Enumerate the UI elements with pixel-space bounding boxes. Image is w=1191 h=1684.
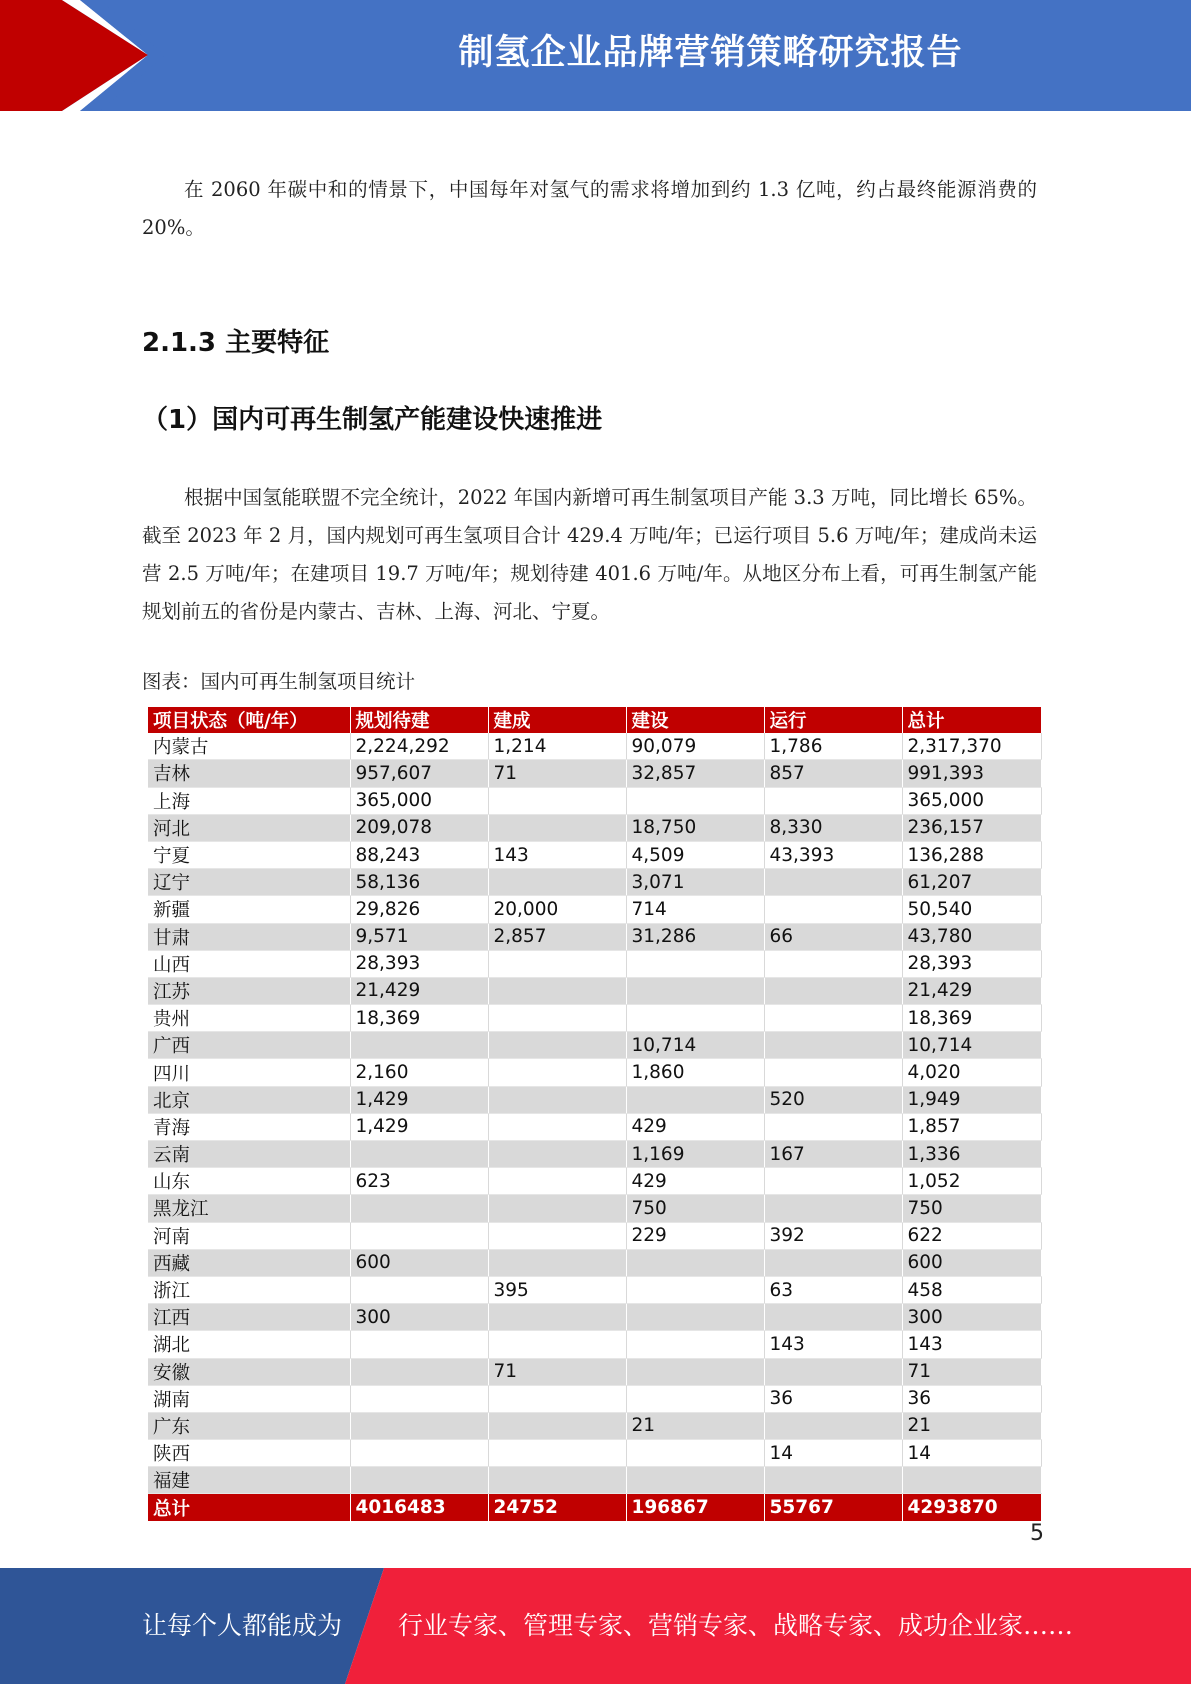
value-cell: 622 [902,1222,1041,1249]
value-cell: 1,214 [488,733,626,760]
value-cell [488,1249,626,1276]
value-cell [626,787,764,814]
value-cell: 29,826 [350,896,488,923]
province-cell: 广东 [148,1412,350,1439]
value-cell: 623 [350,1168,488,1195]
value-cell [626,1086,764,1113]
province-cell: 宁夏 [148,841,350,868]
value-cell: 2,857 [488,923,626,950]
footer-slogan-left: 让每个人都能成为 [142,1611,343,1640]
value-cell [350,1032,488,1059]
value-cell [764,1032,902,1059]
province-cell: 吉林 [148,760,350,787]
value-cell: 43,393 [764,841,902,868]
province-cell: 新疆 [148,896,350,923]
value-cell: 392 [764,1222,902,1249]
value-cell: 3,071 [626,869,764,896]
value-cell: 1,429 [350,1086,488,1113]
table-row [148,1385,1041,1412]
value-cell: 1,949 [902,1086,1041,1113]
value-cell: 18,369 [350,1005,488,1032]
value-cell: 1,786 [764,733,902,760]
value-cell [626,977,764,1004]
table-row [148,1005,1041,1032]
province-cell: 青海 [148,1113,350,1140]
table-row [148,1141,1041,1168]
header-cell: 建设 [626,707,764,733]
value-cell [626,1276,764,1303]
page-header [0,0,1191,111]
value-cell: 2,317,370 [902,733,1041,760]
table-row [148,1440,1041,1467]
value-cell [764,950,902,977]
value-cell: 58,136 [350,869,488,896]
table-row [148,814,1041,841]
value-cell: 167 [764,1141,902,1168]
value-cell: 8,330 [764,814,902,841]
table-row [148,896,1041,923]
value-cell [764,787,902,814]
value-cell: 90,079 [626,733,764,760]
province-cell: 西藏 [148,1249,350,1276]
value-cell: 50,540 [902,896,1041,923]
table-row [148,1222,1041,1249]
total-cell: 55767 [764,1494,902,1521]
province-cell: 山西 [148,950,350,977]
table-row [148,977,1041,1004]
header-cell: 运行 [764,707,902,733]
table-row [148,1412,1041,1439]
body-paragraph: 根据中国氢能联盟不完全统计，2022 年国内新增可再生制氢项目产能 3.3 万吨，同比增长 65%。截至 2023 年 2 月，国内规划可再生氢项目合计 429.4 万吨/年；已运行项目 5.6 万吨/年；建成尚未运营 2.5 万吨/年；在建项目 19.7 万吨/年；规划待建 401.6 万吨/年。从地区分布上看，可再生制氢产能规划前五的省份是内蒙古、吉林、上海、河北、宁夏。 [142,486,1037,623]
value-cell [902,1467,1041,1494]
value-cell: 4,509 [626,841,764,868]
value-cell [626,1304,764,1331]
value-cell: 21,429 [902,977,1041,1004]
value-cell: 365,000 [902,787,1041,814]
province-cell: 云南 [148,1141,350,1168]
value-cell: 21,429 [350,977,488,1004]
province-cell: 江西 [148,1304,350,1331]
value-cell [350,1141,488,1168]
value-cell: 1,336 [902,1141,1041,1168]
value-cell [350,1222,488,1249]
province-cell: 上海 [148,787,350,814]
value-cell: 991,393 [902,760,1041,787]
value-cell: 429 [626,1113,764,1140]
value-cell: 143 [902,1331,1041,1358]
province-cell: 河南 [148,1222,350,1249]
value-cell [764,1304,902,1331]
value-cell: 143 [764,1331,902,1358]
value-cell: 300 [350,1304,488,1331]
value-cell: 1,429 [350,1113,488,1140]
value-cell [764,896,902,923]
table-row [148,1276,1041,1303]
hydrogen-project-table [148,707,1042,1521]
value-cell [764,869,902,896]
value-cell [488,1059,626,1086]
province-cell: 安徽 [148,1358,350,1385]
value-cell: 9,571 [350,923,488,950]
value-cell [488,1440,626,1467]
table-row [148,1195,1041,1222]
table-caption: 图表：国内可再生制氢项目统计 [142,670,416,693]
table-row [148,841,1041,868]
value-cell [764,1412,902,1439]
value-cell: 365,000 [350,787,488,814]
value-cell: 236,157 [902,814,1041,841]
value-cell [488,1113,626,1140]
value-cell: 1,857 [902,1113,1041,1140]
table-row [148,1059,1041,1086]
page-number: 5 [1030,1521,1044,1546]
value-cell [626,950,764,977]
value-cell [488,1412,626,1439]
province-cell: 内蒙古 [148,733,350,760]
value-cell [626,1358,764,1385]
value-cell [488,1086,626,1113]
value-cell [626,1440,764,1467]
value-cell: 2,160 [350,1059,488,1086]
value-cell: 71 [488,760,626,787]
value-cell [764,977,902,1004]
value-cell: 300 [902,1304,1041,1331]
province-cell: 黑龙江 [148,1195,350,1222]
value-cell: 18,750 [626,814,764,841]
value-cell: 520 [764,1086,902,1113]
value-cell: 14 [902,1440,1041,1467]
value-cell [350,1385,488,1412]
value-cell [350,1276,488,1303]
value-cell: 957,607 [350,760,488,787]
value-cell: 1,052 [902,1168,1041,1195]
value-cell [488,950,626,977]
value-cell: 32,857 [626,760,764,787]
table-header-row [148,707,1041,733]
header-cell: 规划待建 [350,707,488,733]
value-cell: 429 [626,1168,764,1195]
table-row [148,869,1041,896]
intro-paragraph: 在 2060 年碳中和的情景下，中国每年对氢气的需求将增加到约 1.3 亿吨，约占最终能源消费的 20%。 [142,178,1037,239]
value-cell [764,1005,902,1032]
value-cell: 600 [350,1249,488,1276]
value-cell [488,814,626,841]
header-cell: 总计 [902,707,1041,733]
value-cell [350,1195,488,1222]
total-cell: 4293870 [902,1494,1041,1521]
province-cell: 湖北 [148,1331,350,1358]
value-cell: 43,780 [902,923,1041,950]
value-cell: 209,078 [350,814,488,841]
value-cell: 229 [626,1222,764,1249]
value-cell: 36 [764,1385,902,1412]
province-cell: 陕西 [148,1440,350,1467]
value-cell [626,1385,764,1412]
table-row [148,1249,1041,1276]
value-cell [350,1358,488,1385]
value-cell [626,1005,764,1032]
province-cell: 河北 [148,814,350,841]
table-row [148,760,1041,787]
value-cell [764,1168,902,1195]
value-cell: 14 [764,1440,902,1467]
value-cell [626,1331,764,1358]
province-cell: 浙江 [148,1276,350,1303]
value-cell: 458 [902,1276,1041,1303]
value-cell [350,1467,488,1494]
value-cell [764,1467,902,1494]
table-row [148,923,1041,950]
section-heading: 2.1.3 主要特征 [142,328,330,358]
province-cell: 湖南 [148,1385,350,1412]
value-cell [488,1222,626,1249]
table-row [148,1032,1041,1059]
total-cell: 196867 [626,1494,764,1521]
table-row [148,1331,1041,1358]
value-cell [764,1358,902,1385]
province-cell: 福建 [148,1467,350,1494]
value-cell [488,977,626,1004]
header-title: 制氢企业品牌营销策略研究报告 [458,33,963,73]
value-cell [488,1195,626,1222]
table-row [148,1358,1041,1385]
value-cell: 395 [488,1276,626,1303]
value-cell: 28,393 [350,950,488,977]
table-row [148,1467,1041,1494]
value-cell: 88,243 [350,841,488,868]
table-row [148,1304,1041,1331]
value-cell [350,1440,488,1467]
sub-heading: （1）国内可再生制氢产能建设快速推进 [142,405,603,435]
value-cell [488,1168,626,1195]
value-cell: 71 [488,1358,626,1385]
value-cell: 21 [626,1412,764,1439]
value-cell [488,1467,626,1494]
value-cell [488,1385,626,1412]
province-cell: 甘肃 [148,923,350,950]
province-cell: 江苏 [148,977,350,1004]
value-cell: 10,714 [626,1032,764,1059]
province-cell: 山东 [148,1168,350,1195]
value-cell [488,787,626,814]
value-cell: 21 [902,1412,1041,1439]
value-cell: 61,207 [902,869,1041,896]
page-footer [0,1568,1191,1684]
table-row [148,1113,1041,1140]
value-cell [626,1249,764,1276]
value-cell: 1,169 [626,1141,764,1168]
value-cell [488,869,626,896]
value-cell [488,1304,626,1331]
province-cell: 四川 [148,1059,350,1086]
value-cell [350,1331,488,1358]
value-cell [488,1331,626,1358]
value-cell [764,1113,902,1140]
value-cell [488,1005,626,1032]
province-cell: 广西 [148,1032,350,1059]
value-cell: 18,369 [902,1005,1041,1032]
value-cell: 66 [764,923,902,950]
value-cell: 20,000 [488,896,626,923]
value-cell: 4,020 [902,1059,1041,1086]
value-cell: 136,288 [902,841,1041,868]
table-total-row [148,1494,1041,1521]
value-cell: 31,286 [626,923,764,950]
value-cell: 36 [902,1385,1041,1412]
value-cell: 71 [902,1358,1041,1385]
table-row [148,950,1041,977]
value-cell: 750 [902,1195,1041,1222]
value-cell: 28,393 [902,950,1041,977]
total-cell: 4016483 [350,1494,488,1521]
table-row [148,787,1041,814]
value-cell [488,1141,626,1168]
value-cell: 1,860 [626,1059,764,1086]
value-cell: 714 [626,896,764,923]
value-cell [764,1059,902,1086]
province-cell: 北京 [148,1086,350,1113]
total-cell: 24752 [488,1494,626,1521]
value-cell: 600 [902,1249,1041,1276]
table-row [148,1168,1041,1195]
value-cell [350,1412,488,1439]
value-cell: 63 [764,1276,902,1303]
footer-slogan-right: 行业专家、管理专家、营销专家、战略专家、成功企业家…… [398,1611,1074,1640]
value-cell: 143 [488,841,626,868]
value-cell [764,1249,902,1276]
value-cell [626,1467,764,1494]
value-cell: 857 [764,760,902,787]
table-row [148,733,1041,760]
value-cell: 750 [626,1195,764,1222]
province-cell: 辽宁 [148,869,350,896]
province-cell: 贵州 [148,1005,350,1032]
header-cell: 建成 [488,707,626,733]
total-cell: 总计 [148,1494,350,1521]
value-cell [764,1195,902,1222]
header-cell: 项目状态（吨/年） [148,707,350,733]
value-cell: 10,714 [902,1032,1041,1059]
table-row [148,1086,1041,1113]
value-cell [488,1032,626,1059]
value-cell: 2,224,292 [350,733,488,760]
